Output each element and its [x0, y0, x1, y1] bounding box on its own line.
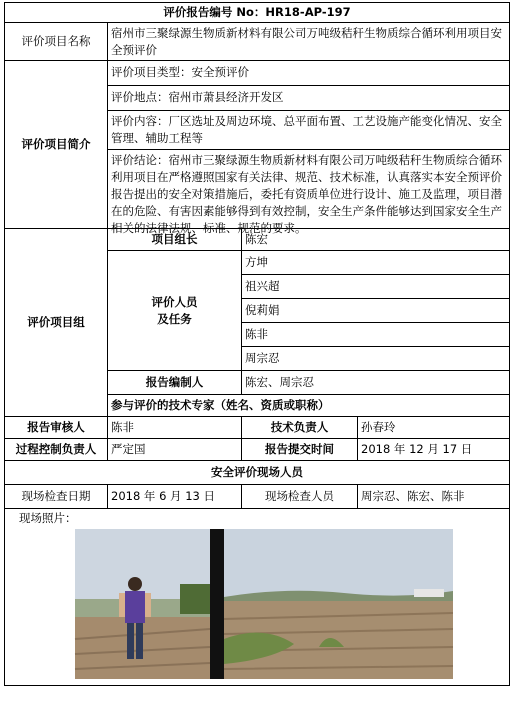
photo-divider: [210, 529, 224, 679]
onsite-staff-label: 现场检查人员: [242, 485, 358, 509]
submit-time-value: 2018 年 12 月 17 日: [358, 439, 510, 461]
reviewer-label: 报告审核人: [5, 417, 108, 439]
team-member: 陈非: [242, 323, 510, 347]
onsite-section-title: 安全评价现场人员: [5, 461, 510, 485]
reviewer-value: 陈非: [108, 417, 242, 439]
team-member: 周宗忍: [242, 347, 510, 371]
team-member: 方坤: [242, 251, 510, 275]
evaluation-report-form: [4, 2, 509, 724]
tech-lead-label: 技术负责人: [242, 417, 358, 439]
evaluation-content: 评价内容：厂区选址及周边环境、总平面布置、工艺设施产能变化情况、安全管理、辅助工程等: [108, 110, 509, 149]
site-photo-person: [75, 529, 210, 679]
onsite-date-label: 现场检查日期: [5, 485, 108, 509]
project-summary-label: 评价项目简介: [5, 61, 108, 229]
team-leader-label: 项目组长: [108, 229, 242, 251]
onsite-date-value: 2018 年 6 月 13 日: [108, 485, 242, 509]
project-name-value: 宿州市三聚绿源生物质新材料有限公司万吨级秸秆生物质综合循环利用项目安全预评价: [108, 23, 510, 61]
site-photo-field: [224, 529, 453, 679]
project-team-label: 评价项目组: [5, 229, 108, 417]
team-members-label-line1: 评价人员: [151, 294, 198, 309]
report-editor-value: 陈宏、周宗忍: [242, 371, 510, 395]
tech-lead-value: 孙春玲: [358, 417, 510, 439]
report-table: [4, 2, 510, 686]
site-photos-area: [5, 509, 509, 685]
evaluation-conclusion: 评价结论：宿州市三聚绿源生物质新材料有限公司万吨级秸秆生物质综合循环利用项目在严格遵照国家有关法律、规范、技术标准，认真落实本安全预评价报告提出的安全对策措施后，委托有资质单位进行设计、施工及监理，项目潜在的危险、有害因素能够得到有效控制，安全生产条件能够达到国家安全生产相关的法律法规、标准、规范的要求。: [108, 149, 509, 222]
team-members-label: [108, 251, 242, 371]
technical-experts-label: 参与评价的技术专家（姓名、资质或职称）: [108, 395, 510, 417]
site-photos-label: 现场照片：: [19, 511, 77, 525]
report-editor-label: 报告编制人: [108, 371, 242, 395]
project-name-label: 评价项目名称: [5, 23, 108, 61]
evaluation-type: 评价项目类型：安全预评价: [111, 65, 249, 79]
team-members-label-line2: 及任务: [157, 311, 192, 326]
report-number-title: 评价报告编号 No：HR18-AP-197: [5, 3, 510, 23]
team-leader-value: 陈宏: [242, 229, 510, 251]
process-control-value: 严定国: [108, 439, 242, 461]
submit-time-label: 报告提交时间: [242, 439, 358, 461]
process-control-label: 过程控制负责人: [5, 439, 108, 461]
evaluation-location: 评价地点：宿州市萧县经济开发区: [108, 85, 509, 110]
onsite-staff-value: 周宗忍、陈宏、陈非: [358, 485, 510, 509]
team-member: 祖兴超: [242, 275, 510, 299]
team-member: 倪莉娟: [242, 299, 510, 323]
